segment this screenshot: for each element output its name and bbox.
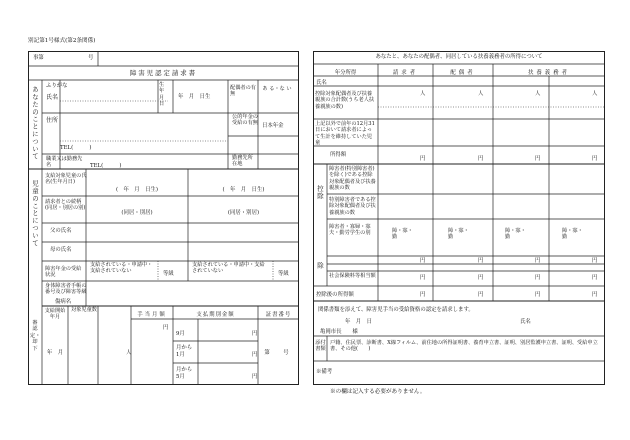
pension-status-1: 支給されている・申請中・支給されていない <box>90 262 153 275</box>
disabled-opts-1: 障・寡・勤 <box>392 228 413 241</box>
income-yen-3: 円 <box>535 156 541 162</box>
relation-label: 請求者との続柄(同居・別居の別) <box>45 199 86 212</box>
relation-2: (同居・別居) <box>227 210 260 216</box>
deduction-vertical: 控除 <box>316 185 324 200</box>
form-title: 障害児認定請求書 <box>129 69 198 77</box>
count-unit: 人 <box>126 350 132 356</box>
furigana-label: ふりがな <box>46 83 68 89</box>
insurance-yen-3: 円 <box>535 275 541 281</box>
grade-1: 等級 <box>163 271 174 277</box>
form-number: 別記第1号様式(第2条関係) <box>28 38 96 44</box>
dependents-unit-1: 人 <box>420 91 426 97</box>
attach-text: 戸籍、住民票、診断書、X線フィルム、前住地の所得証明書、養育申立書、証明、別居監護申立書、証明、受給申立書、その他( ) <box>330 340 598 353</box>
net-yen-3: 円 <box>535 292 541 298</box>
net-income-label: 控除後の所得額 <box>316 292 354 298</box>
income-label: 所得額 <box>330 152 347 158</box>
certificate-unit: 第 号 <box>264 350 293 356</box>
right-name-label: 氏名 <box>316 80 327 86</box>
certificate-label: 証書番号 <box>265 312 292 318</box>
net-yen-4: 円 <box>592 292 598 298</box>
address-label: 住所 <box>46 117 59 124</box>
handicap-label: 身体障害者手帳の番号及び障害等級 <box>45 283 87 296</box>
spouse-label: 配偶者の有無 <box>230 85 256 98</box>
income-yen-1: 円 <box>420 156 426 162</box>
col-support: 扶養義務者 <box>528 70 570 76</box>
dependents-label: 控除対象配偶者及び扶養親族の合計数(うち老人扶養親族の数) <box>315 91 375 110</box>
period-2-prefix: 月から <box>176 345 193 351</box>
signature-label: 氏名 <box>520 319 531 325</box>
attach-label: 添付書類 <box>315 340 326 353</box>
birthdate-label: 生年月日 <box>159 82 165 108</box>
period-1: 9月 <box>176 331 185 337</box>
spouse-options: あ る・な い <box>262 86 292 92</box>
net-yen-1: 円 <box>420 292 426 298</box>
pension-label: 公的年金の受給の有無 <box>232 114 258 127</box>
name-label: 氏名 <box>46 94 59 101</box>
deduction-yen-2: 円 <box>478 258 484 264</box>
count-label: 対象児童数 <box>71 307 97 313</box>
remarks-label: ※備考 <box>316 369 333 375</box>
pension-value: 日本年金 <box>262 123 284 129</box>
right-header-note: あなたと、あなたの配偶者、同居している扶養義務者の所得について <box>375 54 543 60</box>
birthdate-value: 年 月 日生 <box>178 94 211 100</box>
disabled-opts-2: 障・寡・勤 <box>448 228 469 241</box>
period-2-yen: 円 <box>252 352 258 358</box>
vertical-applicant-label: あなたのことについて <box>31 86 39 160</box>
deduction-yen-1: 円 <box>420 258 426 264</box>
disabled-label: 障害者・寡婦・寡夫・勤労学生の別 <box>329 224 371 237</box>
date-line: 年 月 日 <box>345 319 372 325</box>
period-3: 5月 <box>176 374 185 380</box>
period-3-yen: 円 <box>252 374 258 380</box>
dependents-unit-2: 人 <box>478 91 484 97</box>
col-applicant: 請求者 <box>392 70 419 76</box>
tel-2: TEL( ) <box>90 163 122 169</box>
income-yen-4: 円 <box>592 156 598 162</box>
insurance-yen-4: 円 <box>592 275 598 281</box>
start-month-value: 年 月 <box>46 350 64 356</box>
period-3-prefix: 月から <box>176 367 193 373</box>
col-year: 年分所得 <box>334 70 357 76</box>
relation-1: (同居・別居) <box>121 210 153 216</box>
pension-status-2: 支給されている・申請中・支給されていない <box>192 262 265 275</box>
mother-label: 母の氏名 <box>50 247 72 253</box>
tel-1: TEL( ) <box>60 145 92 151</box>
deduction-yen-3: 円 <box>535 258 541 264</box>
income-yen-2: 円 <box>478 156 484 162</box>
dependents-unit-4: 人 <box>592 91 598 97</box>
injury-label: 傷病名 <box>55 299 72 305</box>
insurance-yen-2: 円 <box>478 275 484 281</box>
special-label: 障害者(特別障害者)を除く)である控除対象配偶者及び扶養親族の数 <box>329 166 376 192</box>
vertical-child-label: 児童のことについて <box>31 180 39 247</box>
job-label: 職業又は勤務先名 <box>46 156 83 169</box>
insurance-yen-1: 円 <box>420 275 426 281</box>
insurance-label: 社会保険料等相当額 <box>329 273 376 279</box>
reception-suffix: 号 <box>88 55 94 61</box>
reception-label: 事第 <box>33 55 44 61</box>
grade-2: 等級 <box>278 271 289 277</box>
dependents-unit-3: 人 <box>535 91 541 97</box>
mayor: 亀岡市長 様 <box>320 329 358 335</box>
deduction-yen-4: 円 <box>592 258 598 264</box>
col-spouse: 配偶者 <box>450 70 476 76</box>
net-yen-2: 円 <box>478 292 484 298</box>
start-month-label: 支給開始年月 <box>44 308 66 321</box>
pension-status-label: 障害年金の受給状況 <box>45 266 82 279</box>
period-2: 1月 <box>176 352 185 358</box>
prev-year-label: 上記以外で前年の12月31日において請求者によって生計を維持していた児童 <box>315 121 375 147</box>
deduction2-vertical: 除 <box>316 262 324 270</box>
schedule-label: 支払期別金額 <box>196 312 235 318</box>
disabled-opts-4: 障・寡・勤 <box>562 228 583 241</box>
child-birth-1: ( 年 月 日生) <box>116 187 158 193</box>
monthly-unit: 円 <box>163 325 169 331</box>
monthly-label: 手当月額 <box>137 312 167 318</box>
workplace-label: 勤務先所在地 <box>232 155 253 168</box>
decision-label: 審認定・却下 <box>30 320 41 352</box>
special-label-2: 特別障害者である控除対象配偶者及び扶養親族の数 <box>329 197 376 216</box>
disabled-opts-3: 障・寡・勤 <box>505 228 526 241</box>
child-name-label: 支給対象児童の氏名(生年月日) <box>45 173 87 186</box>
child-birth-2: ( 年 月 日生) <box>222 187 265 193</box>
period-1-yen: 円 <box>252 331 258 337</box>
statement: 関係書類を添えて、障害児手当の受給資格の認定を請求します。 <box>318 307 474 313</box>
father-label: 父の氏名 <box>50 228 72 234</box>
footer-note: ※の欄は記入する必要がありません。 <box>330 389 426 395</box>
